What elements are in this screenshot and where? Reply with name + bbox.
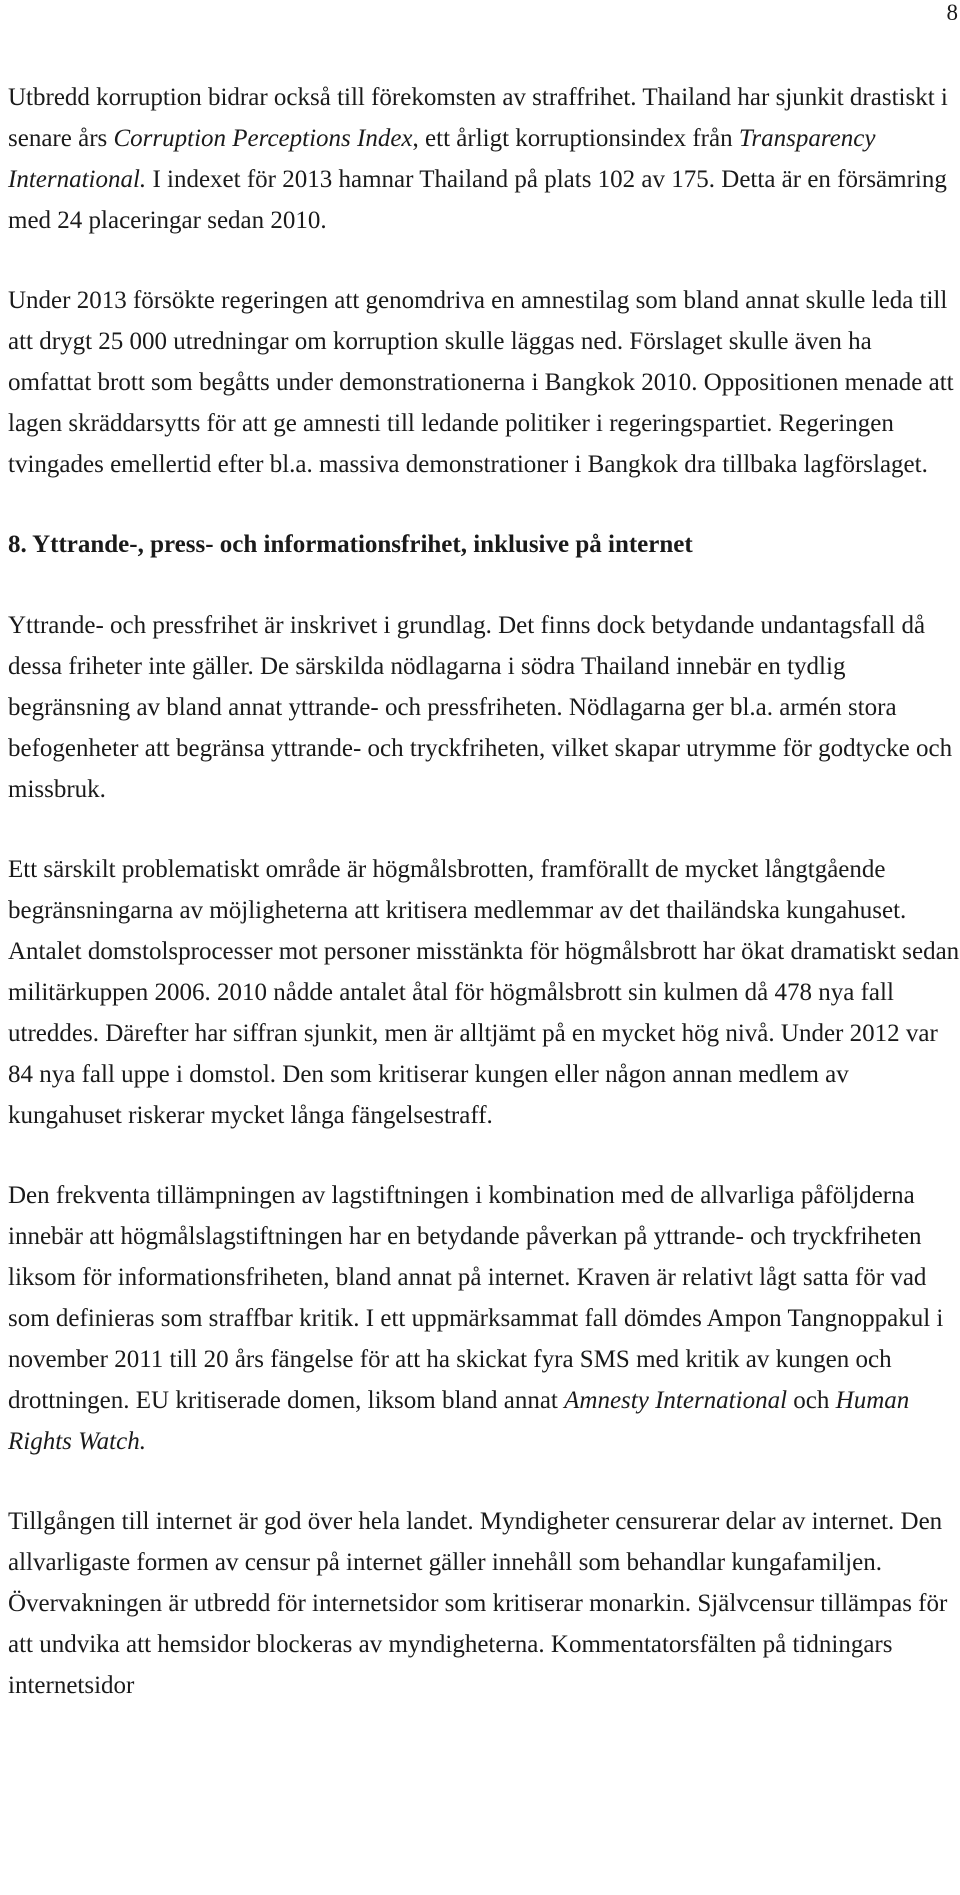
paragraph-text: Den frekventa tillämpningen av lagstiftningen i kombination med de allvarliga påföljderna innebär att högmålslagstiftningen har en betydande påverkan på yttrande- och tryckfriheten liksom för informationsfriheten, bland annat på internet. Kraven är relativt lågt satta för vad som definieras som straffbar kritik. I ett uppmärksammat fall dömdes Ampon Tangnoppakul i november 2011 till 20 års fängelse för att ha skickat fyra SMS med kritik av kungen och drottningen. EU kritiserade domen, liksom bland annat [8,1182,944,1414]
paragraph-lese-majeste: Ett särskilt problematiskt område är högmålsbrotten, framförallt de mycket långtgående begränsningarna av möjligheterna att kritisera medlemmar av det thailändska kungahuset. Antalet domstolsprocesser mot personer misstänkta för högmålsbrott har ökat dramatiskt sedan militärkuppen 2006. 2010 nådde antalet åtal för högmålsbrott sin kulmen då 478 nya fall utreddes. Därefter har siffran sjunkit, men är alltjämt på en mycket hög nivå. Under 2012 var 84 nya fall uppe i domstol. Den som kritiserar kungen eller någon annan medlem av kungahuset riskerar mycket långa fängelsestraff. [8,856,960,1129]
index-name-italic: Corruption Perceptions Index [113,125,413,152]
paragraph-internet-access: Tillgången till internet är god över hela landet. Myndigheter censurerar delar av internet. Den allvarligaste formen av censur på internet gäller innehåll som behandlar kungafamiljen. Övervakningen är utbredd för internetsidor som kritiserar monarkin. Självcensur tillämpas för att undvika att hemsidor blockeras av myndigheterna. Kommentatorsfälten på tidningars internetsidor [8,1508,948,1699]
paragraph-text: I indexet för 2013 hamnar Thailand på plats 102 av 175. Detta är en försämring med 24 placeringar sedan 2010. [8,166,947,234]
paragraph-corruption-index [8,77,960,241]
paragraph-amnesty-law: Under 2013 försökte regeringen att genomdriva en amnestilag som bland annat skulle leda till att drygt 25 000 utredningar om korruption skulle läggas ned. Förslaget skulle även ha omfattat brott som begåtts under demonstrationerna i Bangkok 2010. Oppositionen menade att lagen skräddarsytts för att ge amnesti till ledande politiker i regeringspartiet. Regeringen tvingades emellertid efter bl.a. massiva demonstrationer i Bangkok dra tillbaka lagförslaget. [8,287,954,478]
organization-name-italic: Transparency International. [8,125,876,193]
paragraph-text: , ett årligt korruptionsindex från [412,125,739,152]
paragraph-legislation-impact [8,1175,960,1462]
organization-name-italic: Amnesty International [564,1387,788,1414]
paragraph-text: och [787,1387,836,1414]
paragraph-press-freedom: Yttrande- och pressfrihet är inskrivet i grundlag. Det finns dock betydande undantagsfall då dessa friheter inte gäller. De särskilda nödlagarna i södra Thailand innebär en tydlig begränsning av bland annat yttrande- och pressfriheten. Nödlagarna ger bl.a. armén stora befogenheter att begränsa yttrande- och tryckfriheten, vilket skapar utrymme för godtycke och missbruk. [8,612,953,803]
section-heading: 8. Yttrande-, press- och informationsfrihet, inklusive på internet [8,531,693,558]
page-number: 8 [946,0,958,25]
paragraph-text: Utbredd korruption bidrar också till förekomsten av straffrihet. Thailand har sjunkit drastiskt i senare års [8,84,948,152]
organization-name-italic: Human Rights Watch. [8,1387,910,1455]
document-body [8,77,960,1745]
